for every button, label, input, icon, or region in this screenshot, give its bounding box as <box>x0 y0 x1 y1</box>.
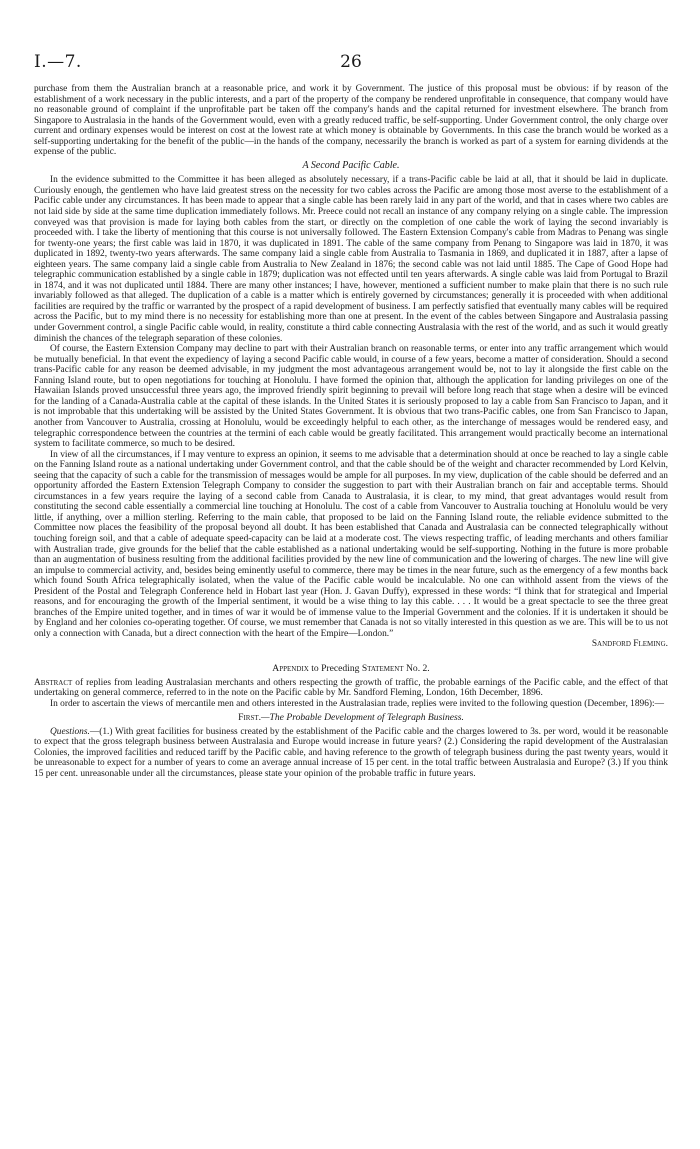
appendix-prefix: Appendix <box>272 662 309 674</box>
abstract-label: Abstract <box>34 677 73 688</box>
appendix-number: No. 2. <box>405 662 430 674</box>
abstract-text: of replies from leading Australasian merchants and others respecting the growth of traffic, the probable earnings of the Pacific cable, and the effect of that undertaking on general commerce, referred to in the note on the Pacific cable by Mr. Sandford Fleming, London, 16th December, 1896. <box>34 677 668 699</box>
paragraph-conclusion: In view of all the circumstances, if I may venture to express an opinion, it seems to me advisable that a determination should at once be reached to lay a single cable on the Fanning Island route as a national undertaking under Government control, and that the cable should be of the weight and character recommended by Lord Kelvin, seeing that the capacity of such a cable for the transmission of messages would be ample for all purposes. In my view, duplication of the cable should be deferred and an opportunity afforded the Eastern Extension Telegraph Company to consider the suggestion to part with their Australian branch on fair and acceptable terms. Should circumstances in a few years require the laying of a second cable from Canada to Australasia, it is clear, to my mind, that great advantages would result from constituting the second cable essentially a commercial line touching at Honolulu. The cost of a cable from Vancouver to Australia touching at Honolulu would be very little, if anything, over a million sterling. Referring to the main cable, that proposed to be laid on the Fanning Island route, the reliable evidence submitted to the Committee now places the feasibility of the proposal beyond all doubt. It has been established that Canada and Australasia can be connected telegraphically without touching foreign soil, and that a cable of adequate speed-capacity can be laid at a moderate cost. The views respecting traffic, of leading merchants and others familiar with Australian trade, give grounds for the belief that the cable established as a national undertaking would be self-supporting. Nothing in the future is more probable than an augmentation of business resulting from the additional facilities provided by the new line of communication and the lowering of charges. The new line will give an impulse to commercial activity, and, besides being eminently useful to commerce, there may be times in the near future, such as the emergency of a few months back which found South Africa telegraphically isolated, when the value of the Pacific cable would be incalculable. No one can withhold assent from the views of the President of the Postal and Telegraph Conference held in Hobart last year (Hon. J. Gavan Duffy), expressed in these words: “I think that for strategical and Imperial reasons, and for encouraging the growth of the Imperial sentiment, it would be a wise thing to lay this cable. . . . It would be a great spectacle to see the three great branches of the Empire united together, and in times of war it would be of immense value to the Imperial Government and the colonies. If it is undertaken it should be by England and her colonies co-operating together. Of course, we must remember that Canada is not so vitally interested in this question as we are. This will be to us not only a connection with Canada, but a direct connection with the heart of the Empire—London.” <box>34 449 668 639</box>
first-subheading <box>34 713 668 724</box>
page-number: 26 <box>340 52 362 72</box>
appendix-statement: Statement <box>361 662 404 674</box>
appendix-heading <box>34 664 668 675</box>
paragraph-continuation: purchase from them the Australian branch at a reasonable price, and work it by Government. The justice of this proposal must be obvious: if by reason of the establishment of a work necessary in the public interests, and a part of the property of the company be rendered unprofitable in consequence, that company would have no reasonable ground of complaint if the unprofitable part be taken off the company's hands and the capital returned for investment elsewhere. The branch from Singapore to Australasia in the hands of the Government would, even with a greatly reduced traffic, be self-supporting. Under Government control, the only charge over current and ordinary expenses would be interest on cost at the lowest rate at which money is obtainable by Governments. In this case the branch would be worked as a self-supporting undertaking for the benefit of the public—in the hands of the company, necessarily the branch is worked as part of a system for earning dividends at the expense of the public. <box>34 84 668 158</box>
paragraph-second-cable: Of course, the Eastern Extension Company may decline to part with their Australian branch on reasonable terms, or enter into any traffic arrangement which would be mutually beneficial. In that event the expediency of laying a second Pacific cable would, in course of a few years, become a matter of consideration. Should a second trans-Pacific cable for any reason be deemed advisable, in my judgment the most advantageous arrangement would be, not to lay it alongside the first cable on the Fanning Island route, but to open negotiations for touching at Honolulu. I have formed the opinion that, although the application for landing privileges on one of the Hawaiian Islands proved unsuccessful three years ago, the improved friendly spirit beginning to prevail will before long reach that stage when a desire will be evinced for the landing of a Canada-Australia cable at the capital of these islands. In the United States it is seriously proposed to lay a cable from San Francisco to Japan, and it is not improbable that this undertaking will be assisted by the United States Government. It is obvious that two trans-Pacific cables, one from San Francisco to Japan, another from Vancouver to Australia, crossing at Honolulu, would be exceedingly helpful to each other, as the interchange of messages would be rendered easy, and telegraphic correspondence between the countries at the termini of each cable would be greatly facilitated. This arrangement would practically become an international system to facilitate commerce, so much to be desired. <box>34 344 668 450</box>
appendix-middle: to Preceding <box>311 662 360 674</box>
abstract-paragraph <box>34 678 668 699</box>
signature: Sandford Fleming. <box>591 639 668 650</box>
questions-label: Questions. <box>50 726 90 737</box>
first-label: First. <box>238 712 262 724</box>
paragraph-duplication: In the evidence submitted to the Committee it has been alleged as absolutely necessary, if a trans-Pacific cable be laid at all, that it should be laid in duplicate. Curiously enough, the gentlemen who have laid greatest stress on the necessity for two cables across the Pacific are among those most averse to the establishment of a Pacific cable under any circumstances. It has been made to appear that a single cable has been rarely laid in any part of the world, and that in cases where two cables are not laid side by side at the same time duplication immediately follows. Mr. Preece could not recall an instance of any company relying on a single cable. The impression conveyed was that provision is made for laying both cables from the start, or directly on the completion of one cable the work of laying the second invariably is proceeded with. I take the liberty of mentioning that this course is not universally followed. The Eastern Extension Company's cable from Madras to Penang was single for twenty-one years; the first cable was laid in 1870, it was duplicated in 1891. The cable of the same company from Penang to Singapore was laid in 1870, it was duplicated in 1892, twenty-two years afterwards. The same company laid a single cable from Australia to Tasmania in 1869, and duplicated it in 1887, after a lapse of eighteen years. The same company laid a single cable from Australia to New Zealand in 1876; the second cable was not laid until 1885. The Cape of Good Hope had telegraphic communication established by a single cable in 1879; duplication was not effected until ten years afterwards. A single cable was laid from Portugal to Brazil in 1874, and it was not duplicated until 1884. There are many other instances; I have, however, mentioned a sufficient number to make plain that there is no such rule invariably followed as that alleged. The duplication of a cable is a matter which is entirely governed by circumstances; generally it is proceeded with when additional facilities are required by the traffic or warranted by the prospect of a rapid development of business. I am perfectly satisfied that eventually many cables will be required across the Pacific, but to my mind there is no necessity for establishing more than one at present. In the event of the cables between Singapore and Australasia passing under Government control, a single Pacific cable would, in reality, constitute a third cable connecting Australasia with the rest of the world, and as such it would greatly diminish the chances of the telegraph separation of these colonies. <box>34 175 668 344</box>
invitation-paragraph: In order to ascertain the views of mercantile men and others interested in the Australasian trade, replies were invited to the following question (December, 1896):— <box>50 698 665 709</box>
document-reference: I.—7. <box>34 52 82 72</box>
first-title: —The Probable Development of Telegraph Business. <box>261 712 464 724</box>
section-title-second-pacific-cable: A Second Pacific Cable. <box>302 159 400 171</box>
questions-text: —(1.) With great facilities for business created by the establishment of the Pacific cable and the charges lowered to 3s. per word, would it be reasonable to expect that the gross telegraph business between Australasia and Europe would increase in future years? (2.) Considering the rapid development of the Australasian Colonies, the improved facilities and reduced tariff by the Pacific cable, and having reference to the growth of telegraph business during the past twenty years, would it be unreasonable to expect for a number of years to come an average annual increase of 15 per cent. in the total traffic between Australasia and Europe? (3.) If you think 15 per cent. unreasonable under all the circumstances, please state your opinion of the probable traffic in future years. <box>34 726 668 779</box>
document-body <box>34 84 668 779</box>
page-header <box>34 52 668 74</box>
questions-paragraph <box>34 727 668 780</box>
